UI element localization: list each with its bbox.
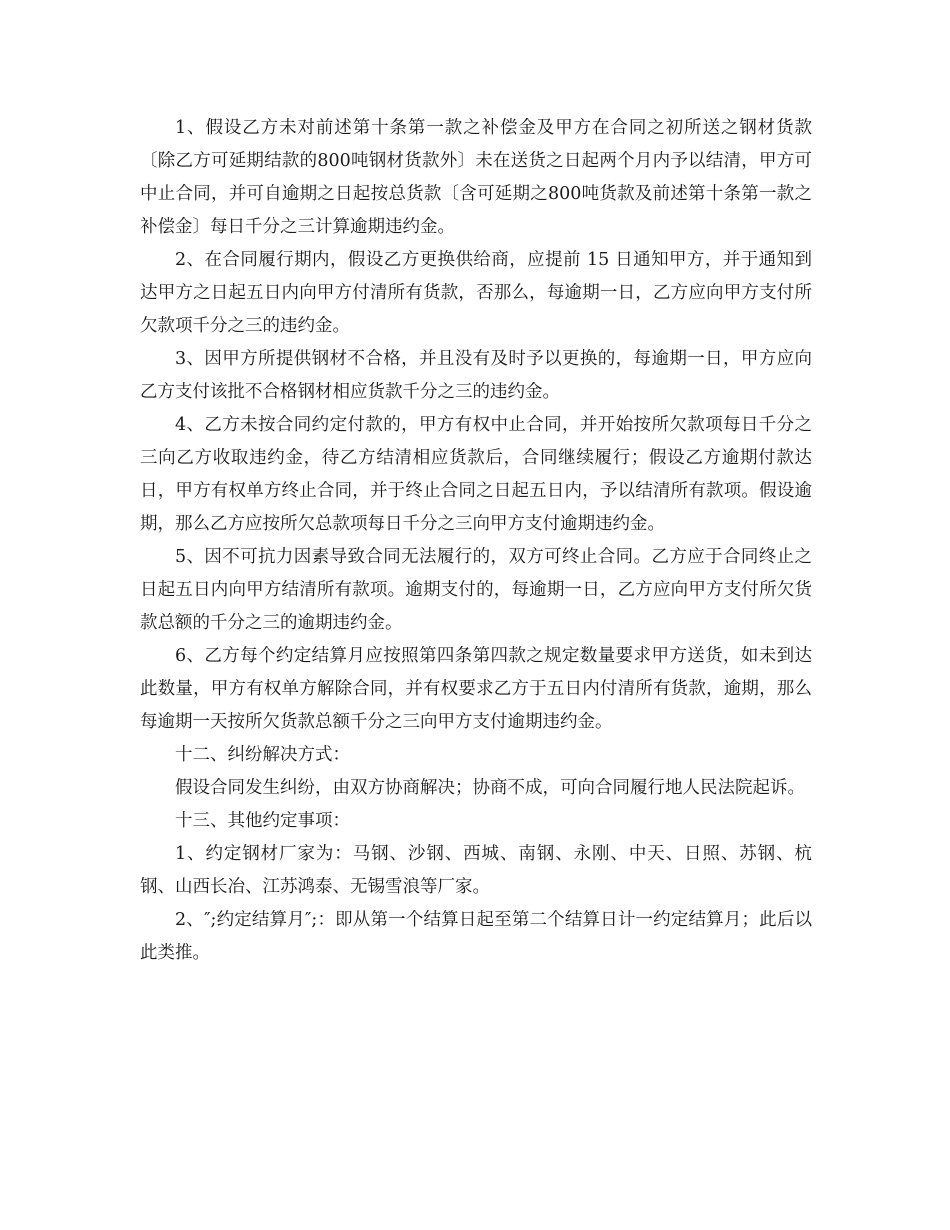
clause-4-paragraph: 4、乙方未按合同约定付款的，甲方有权中止合同，并开始按所欠款项每日千分之三向乙方收取违约金，待乙方结清相应货款后，合同继续履行；假设乙方逾期付款达 日，甲方有权单方终止合同，并于终止合同之日起五日内，予以结清所有款项。假设逾期，那么乙方应按所欠总款项每日千分之三向甲方支付逾期违约金。 — [140, 415, 812, 534]
clause-6-paragraph: 6、乙方每个约定结算月应按照第四条第四款之规定数量要求甲方送货，如未到达此数量，甲方有权单方解除合同，并有权要求乙方于五日内付清所有货款，逾期，那么每逾期一天按所欠货款总额千分之三向甲方支付逾期违约金。 — [140, 646, 812, 732]
section-13-heading: 十三、其他约定事项： — [175, 811, 350, 831]
clause-5-paragraph: 5、因不可抗力因素导致合同无法履行的，双方可终止合同。乙方应于合同终止之日起五日内向甲方结清所有款项。逾期支付的，每逾期一日，乙方应向甲方支付所欠货款总额的千分之三的逾期违约金。 — [140, 547, 812, 633]
clause-2-paragraph: 2、在合同履行期内，假设乙方更换供给商，应提前 15 日通知甲方，并于通知到达甲方之日起五日内向甲方付清所有货款，否那么，每逾期一日，乙方应向甲方支付所欠款项千分之三的违约金。 — [140, 250, 812, 336]
other-item-2-paragraph: 2、″;约定结算月″;：即从第一个结算日起至第二个结算日计一约定结算月；此后以此类推。 — [140, 910, 812, 963]
section-12-heading: 十二、纠纷解决方式： — [175, 745, 350, 765]
clause-1-paragraph: 1、假设乙方未对前述第十条第一款之补偿金及甲方在合同之初所送之钢材货款〔除乙方可延期结款的800吨钢材货款外〕未在送货之日起两个月内予以结清，甲方可中止合同，并可自逾期之日起按总货款〔含可延期之800吨货款及前述第十条第一款之补偿金〕每日千分之三计算逾期违约金。 — [140, 118, 812, 237]
other-item-1-paragraph: 1、约定钢材厂家为：马钢、沙钢、西城、南钢、永刚、中天、日照、苏钢、杭钢、山西长冶、江苏鸿泰、无锡雪浪等厂家。 — [140, 844, 812, 897]
clause-3-paragraph: 3、因甲方所提供钢材不合格，并且没有及时予以更换的，每逾期一日，甲方应向乙方支付该批不合格钢材相应货款千分之三的违约金。 — [140, 349, 812, 402]
dispute-resolution-paragraph: 假设合同发生纠纷，由双方协商解决；协商不成，可向合同履行地人民法院起诉。 — [175, 778, 805, 798]
document-body — [140, 112, 812, 970]
